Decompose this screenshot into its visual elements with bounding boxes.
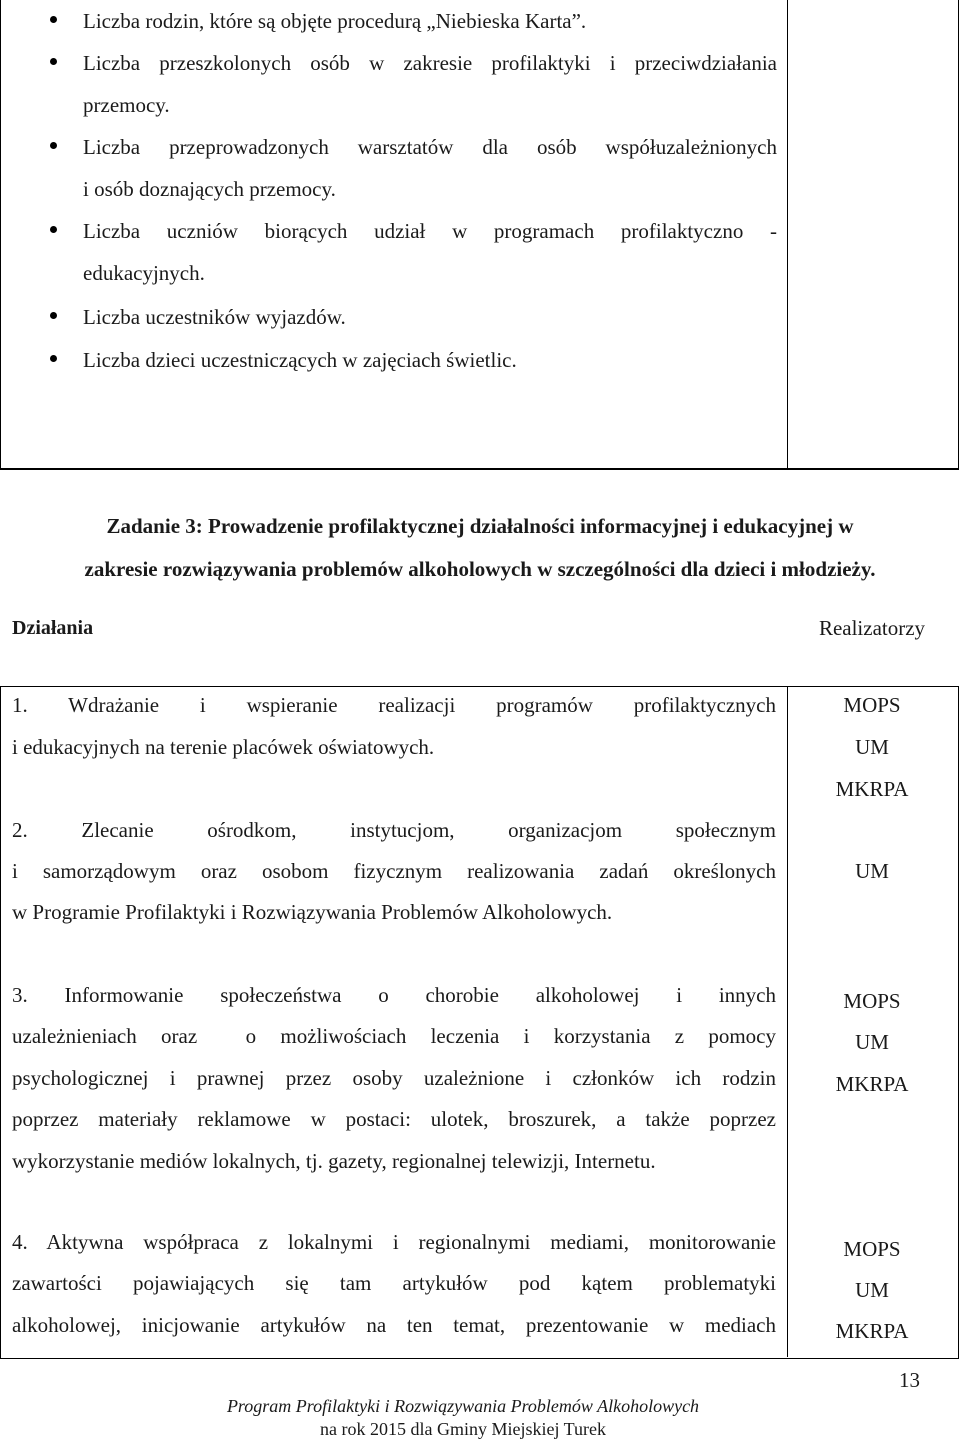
bullet-icon [50,226,57,233]
action-3-line: uzależnieniach oraz o możliwościach leczenia i korzystania z pomocy [12,1024,776,1048]
action-3-line: wykorzystanie mediów lokalnych, tj. gazety, regionalnej telewizji, Internetu. [12,1149,656,1173]
column-header-actions: Działania [12,617,94,639]
list-item-line: przemocy. [83,93,170,117]
action-4-line: alkoholowej, inicjowanie artykułów na ten temat, prezentowanie w mediach [12,1313,776,1337]
action-2-line: i samorządowym oraz osobom fizycznym realizowania zadań określonych [12,859,776,883]
task-title-line1: Zadanie 3: Prowadzenie profilaktycznej działalności informacyjnej i edukacyjnej w [106,514,854,538]
list-item-line: Liczba uczestników wyjazdów. [83,305,346,329]
list-item-line: Liczba przeszkolonych osób w zakresie profilaktyki i przeciwdziałania [83,51,777,75]
footer-subtitle: na rok 2015 dla Gminy Miejskiej Turek [320,1419,606,1439]
action-4-line: 4. Aktywna współpraca z lokalnymi i regionalnymi mediami, monitorowanie [12,1230,776,1254]
executor-label: UM [855,735,889,759]
action-1-line: 1. Wdrażanie i wspieranie realizacji programów profilaktycznych [12,693,776,717]
bullet-icon [50,355,57,362]
column-header-executors: Realizatorzy [818,616,926,640]
executor-label: MOPS [843,693,901,717]
executor-label: MOPS [843,1237,901,1261]
executor-label: MOPS [843,989,901,1013]
action-2-line: w Programie Profilaktyki i Rozwiązywania Problemów Alkoholowych. [12,900,613,924]
action-2-line: 2. Zlecanie ośrodkom, instytucjom, organizacjom społecznym [12,818,776,842]
task-title-line2: zakresie rozwiązywania problemów alkoholowych w szczególności dla dzieci i młodzieży. [84,557,876,581]
executor-label: UM [855,859,889,883]
list-item-line: Liczba uczniów biorących udział w programach profilaktyczno - [83,219,777,243]
action-1-line: i edukacyjnych na terenie placówek oświatowych. [12,735,435,759]
executor-label: UM [855,1030,889,1054]
list-item-line: Liczba dzieci uczestniczących w zajęciach świetlic. [83,348,517,372]
bullet-icon [50,16,57,23]
action-3-line: poprzez materiały reklamowe w postaci: ulotek, broszurek, a także poprzez [12,1107,776,1131]
list-item-line: Liczba przeprowadzonych warsztatów dla osób współuzależnionych [83,135,777,159]
page-number: 13 [899,1368,920,1392]
action-3-line: psychologicznej i prawnej przez osoby uzależnione i członków ich rodzin [12,1066,776,1090]
action-3-line: 3. Informowanie społeczeństwa o chorobie alkoholowej i innych [12,983,776,1007]
list-item-line: edukacyjnych. [83,261,205,285]
footer-title: Program Profilaktyki i Rozwiązywania Problemów Alkoholowych [226,1396,700,1416]
executor-label: MKRPA [835,777,909,801]
top-table-column-divider [787,0,788,468]
bullet-icon [50,142,57,149]
executor-label: UM [855,1278,889,1302]
bullet-icon [50,312,57,319]
list-item-line: i osób doznających przemocy. [83,177,336,201]
executor-label: MKRPA [835,1072,909,1096]
list-item-line: Liczba rodzin, które są objęte procedurą „Niebieska Karta”. [83,9,587,33]
executor-label: MKRPA [835,1319,909,1343]
action-4-line: zawartości pojawiających się tam artykułów pod kątem problematyki [12,1271,776,1295]
bullet-icon [50,58,57,65]
